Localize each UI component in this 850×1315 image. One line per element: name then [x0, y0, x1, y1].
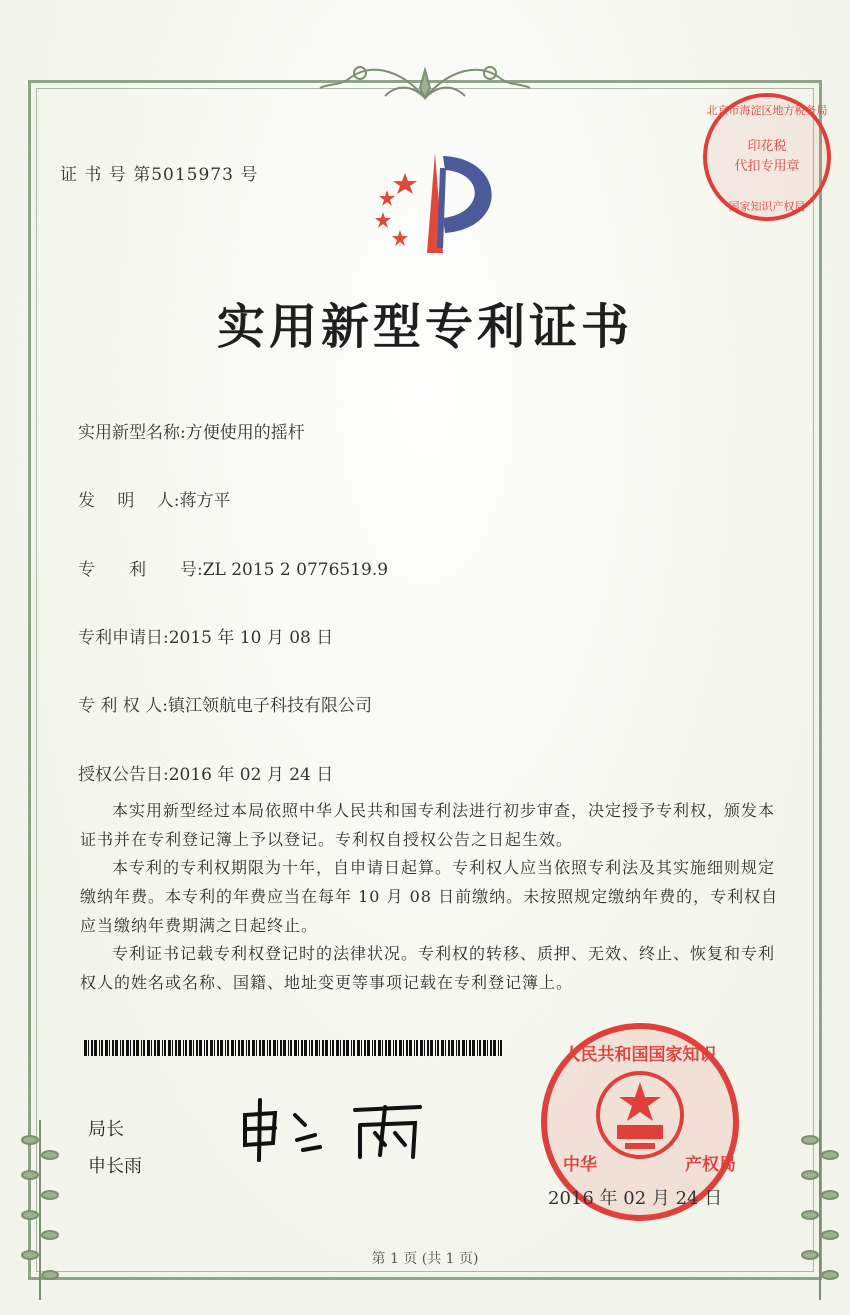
- barcode-bar: [238, 1040, 240, 1056]
- barcode-bar: [162, 1040, 163, 1056]
- barcode-bar: [277, 1040, 278, 1056]
- barcode-bar: [490, 1040, 492, 1056]
- field-application-date: [78, 623, 333, 648]
- barcode-bar: [311, 1040, 313, 1056]
- barcode-bar: [301, 1040, 303, 1056]
- barcode-bar: [84, 1040, 87, 1056]
- certificate-number: 证 书 号 第5015973 号: [60, 165, 259, 185]
- barcode-bar: [414, 1040, 415, 1056]
- barcode-bar: [130, 1040, 131, 1056]
- barcode-bar: [206, 1040, 208, 1056]
- barcode-bar: [364, 1040, 366, 1056]
- barcode-bar: [133, 1040, 135, 1056]
- barcode-bar: [487, 1040, 488, 1056]
- barcode-bar: [385, 1040, 387, 1056]
- field-label: 专利申请日:: [78, 628, 169, 648]
- field-inventor: [78, 486, 231, 511]
- barcode-bar: [346, 1040, 349, 1056]
- svg-text:代扣专用章: 代扣专用章: [734, 159, 800, 174]
- svg-text:北京市海淀区地方税务局: 北京市海淀区地方税务局: [706, 104, 828, 117]
- field-value: 蒋方平: [179, 491, 231, 511]
- barcode-bar: [231, 1040, 234, 1056]
- barcode-bar: [332, 1040, 334, 1056]
- barcode-bar: [214, 1040, 215, 1056]
- svg-text:中华: 中华: [563, 1155, 597, 1175]
- barcode-bar: [395, 1040, 397, 1056]
- barcode-bar: [393, 1040, 394, 1056]
- seal-date: 2016 年 02 月 24 日: [548, 1188, 723, 1209]
- field-value: 2015 年 10 月 08 日: [168, 628, 334, 648]
- page-footer: 第 1 页 (共 1 页): [371, 1251, 479, 1267]
- barcode-bar: [246, 1040, 247, 1056]
- field-value: 方便使用的摇杆: [185, 423, 305, 443]
- corner-ornament-left: [10, 1120, 70, 1300]
- barcode-bar: [99, 1040, 100, 1056]
- barcode-bar: [500, 1040, 502, 1056]
- body-paragraph-3: 专利证书记载专利权登记时的法律状况。专利权的转移、质押、无效、终止、恢复和专利权人的姓名或名称、国籍、地址变更等事项记载在专利登记簿上。: [80, 944, 776, 992]
- barcode-bar: [451, 1040, 454, 1056]
- barcode-bar: [256, 1040, 257, 1056]
- barcode-bar: [416, 1040, 418, 1056]
- barcode-bar: [458, 1040, 460, 1056]
- barcode-bar: [483, 1040, 486, 1056]
- handwritten-signature: [235, 1095, 445, 1165]
- barcode-bar: [472, 1040, 475, 1056]
- barcode-bar: [353, 1040, 355, 1056]
- svg-text:人民共和国国家知识: 人民共和国国家知识: [563, 1045, 717, 1065]
- field-value: 2016 年 02 月 24 日: [168, 765, 334, 785]
- barcode-bar: [466, 1040, 467, 1056]
- barcode-bar: [357, 1040, 360, 1056]
- barcode-bar: [382, 1040, 383, 1056]
- field-value: 镇江领航电子科技有限公司: [167, 696, 372, 716]
- svg-text:印花税: 印花税: [747, 139, 787, 154]
- field-patent-number: [78, 555, 388, 580]
- barcode-bar: [343, 1040, 345, 1056]
- barcode-bar: [409, 1040, 412, 1056]
- barcode-bar: [88, 1040, 89, 1056]
- barcode-bar: [267, 1040, 268, 1056]
- barcode-bar: [420, 1040, 423, 1056]
- field-label: 实用新型名称:: [78, 423, 186, 443]
- tax-stamp: [700, 90, 835, 225]
- field-label: 授权公告日:: [78, 765, 169, 785]
- barcode-bar: [122, 1040, 124, 1056]
- barcode-bar: [91, 1040, 93, 1056]
- barcode-bar: [330, 1040, 331, 1056]
- barcode-bar: [403, 1040, 404, 1056]
- barcode-bar: [147, 1040, 150, 1056]
- barcode-bar: [456, 1040, 457, 1056]
- barcode-bar: [469, 1040, 471, 1056]
- body-paragraph-1: 本实用新型经过本局依照中华人民共和国专利法进行初步审查，决定授予专利权，颁发本证书并在专利登记簿上予以登记。专利权自授权公告之日起生效。: [80, 801, 776, 849]
- barcode-bar: [157, 1040, 160, 1056]
- barcode-bar: [193, 1040, 194, 1056]
- field-patentee: [78, 691, 372, 716]
- barcode-bar: [430, 1040, 433, 1056]
- barcode-bar: [269, 1040, 271, 1056]
- barcode-bar: [154, 1040, 156, 1056]
- barcode-bar: [109, 1040, 110, 1056]
- barcode-bar: [262, 1040, 265, 1056]
- barcode-bar: [151, 1040, 152, 1056]
- svg-text:国家知识产权局: 国家知识产权局: [728, 200, 806, 213]
- field-label: 发 明 人:: [78, 491, 180, 511]
- barcode-bar: [248, 1040, 250, 1056]
- barcode-bar: [101, 1040, 103, 1056]
- barcode-bar: [351, 1040, 352, 1056]
- barcode-bar: [424, 1040, 425, 1056]
- signatory-title: 局长: [88, 1119, 124, 1140]
- barcode-bar: [183, 1040, 184, 1056]
- field-label: 专 利 号:: [78, 560, 203, 580]
- barcode-bar: [273, 1040, 276, 1056]
- barcode-bar: [175, 1040, 177, 1056]
- barcode-bar: [168, 1040, 171, 1056]
- barcode-bar: [227, 1040, 229, 1056]
- barcode-bar: [435, 1040, 436, 1056]
- barcode-bar: [105, 1040, 108, 1056]
- barcode-bar: [298, 1040, 299, 1056]
- barcode-bar: [141, 1040, 142, 1056]
- barcode-bar: [477, 1040, 478, 1056]
- barcode-bar: [427, 1040, 429, 1056]
- barcode-bar: [479, 1040, 481, 1056]
- barcode-bar: [143, 1040, 145, 1056]
- barcode-bar: [225, 1040, 226, 1056]
- barcode-bar: [220, 1040, 223, 1056]
- barcode: [84, 1040, 504, 1056]
- body-paragraph-2: 本专利的专利权期限为十年，自申请日起算。专利权人应当依照专利法及其实施细则规定缴纳年费。本专利的年费应当在每年 10 月 08 日前缴纳。未按照规定缴纳年费的，专利权自应当缴纳年费期满之日起终止。: [80, 858, 779, 935]
- barcode-bar: [462, 1040, 465, 1056]
- barcode-bar: [115, 1040, 118, 1056]
- certificate-title: 实用新型专利证书: [216, 299, 633, 355]
- barcode-bar: [315, 1040, 318, 1056]
- barcode-bar: [493, 1040, 496, 1056]
- barcode-bar: [241, 1040, 244, 1056]
- barcode-bar: [136, 1040, 139, 1056]
- field-grant-date: [78, 760, 333, 785]
- barcode-bar: [374, 1040, 376, 1056]
- barcode-bar: [126, 1040, 129, 1056]
- barcode-bar: [288, 1040, 289, 1056]
- patent-office-logo: [365, 148, 515, 258]
- barcode-bar: [319, 1040, 320, 1056]
- barcode-bar: [322, 1040, 324, 1056]
- barcode-bar: [185, 1040, 187, 1056]
- top-ornament: [300, 58, 550, 108]
- field-utility-model-name: [78, 418, 305, 443]
- barcode-bar: [336, 1040, 339, 1056]
- barcode-bar: [189, 1040, 192, 1056]
- barcode-bar: [164, 1040, 166, 1056]
- barcode-bar: [196, 1040, 198, 1056]
- barcode-bar: [259, 1040, 261, 1056]
- barcode-bar: [340, 1040, 341, 1056]
- barcode-bar: [406, 1040, 408, 1056]
- barcode-bar: [210, 1040, 213, 1056]
- signatory-name: 申长雨: [88, 1156, 142, 1177]
- barcode-bar: [304, 1040, 307, 1056]
- barcode-bar: [252, 1040, 255, 1056]
- barcode-bar: [172, 1040, 173, 1056]
- barcode-bar: [283, 1040, 286, 1056]
- barcode-bar: [178, 1040, 181, 1056]
- barcode-bar: [498, 1040, 499, 1056]
- barcode-bar: [199, 1040, 202, 1056]
- barcode-bar: [94, 1040, 97, 1056]
- barcode-bar: [294, 1040, 297, 1056]
- field-value: ZL 2015 2 0776519.9: [202, 560, 389, 580]
- barcode-bar: [445, 1040, 446, 1056]
- barcode-bar: [367, 1040, 370, 1056]
- svg-text:产权局: 产权局: [685, 1155, 736, 1175]
- barcode-bar: [280, 1040, 282, 1056]
- barcode-bar: [437, 1040, 439, 1056]
- barcode-bar: [217, 1040, 219, 1056]
- corner-ornament-right: [790, 1120, 850, 1300]
- barcode-bar: [388, 1040, 391, 1056]
- barcode-bar: [204, 1040, 205, 1056]
- barcode-bar: [120, 1040, 121, 1056]
- barcode-bar: [235, 1040, 236, 1056]
- barcode-bar: [361, 1040, 362, 1056]
- barcode-bar: [325, 1040, 328, 1056]
- barcode-bar: [441, 1040, 444, 1056]
- barcode-bar: [378, 1040, 381, 1056]
- barcode-bar: [448, 1040, 450, 1056]
- barcode-bar: [372, 1040, 373, 1056]
- field-label: 专 利 权 人:: [78, 696, 168, 716]
- barcode-bar: [399, 1040, 402, 1056]
- barcode-bar: [112, 1040, 114, 1056]
- barcode-bar: [309, 1040, 310, 1056]
- barcode-bar: [290, 1040, 292, 1056]
